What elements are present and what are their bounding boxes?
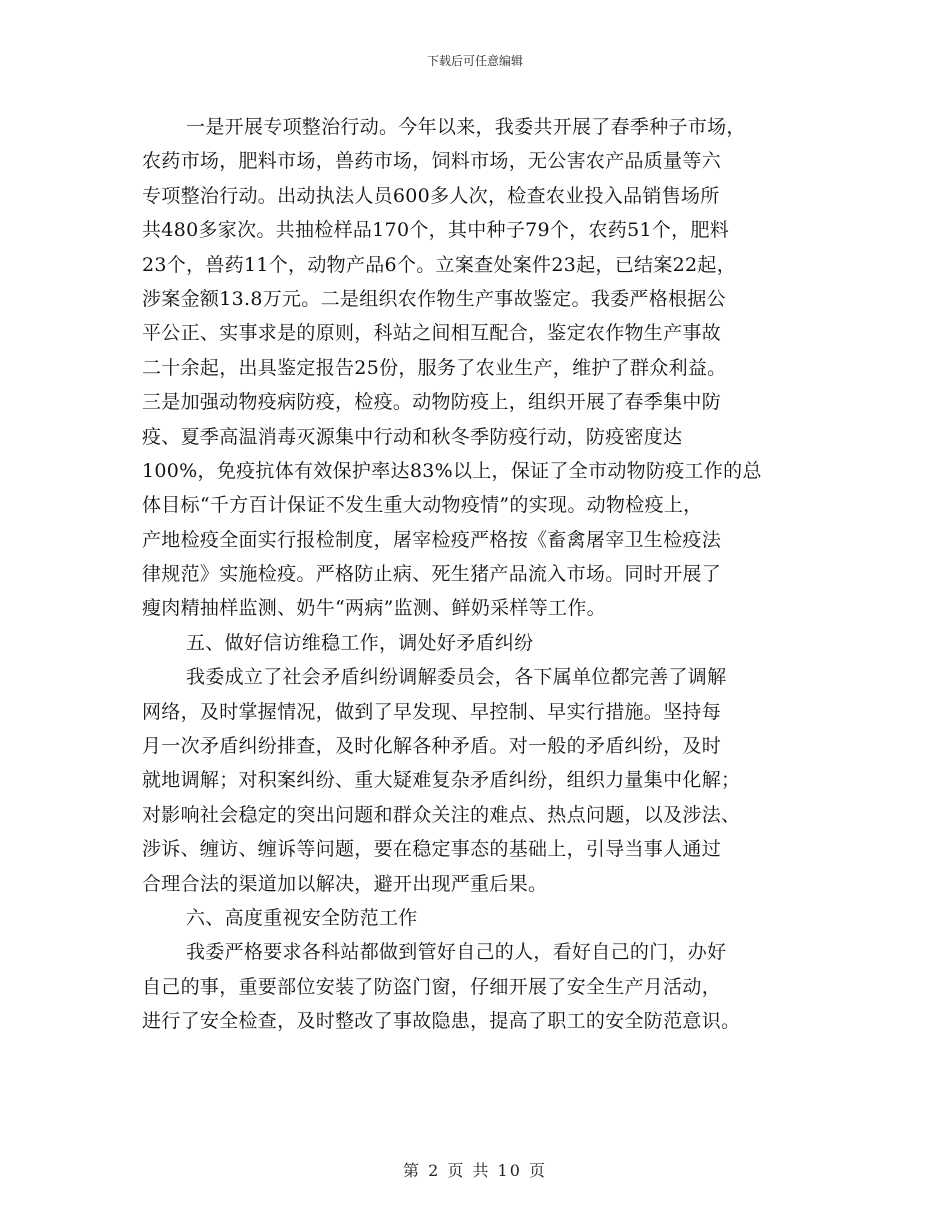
text-line: 共480多家次。共抽检样品170个，其中种子79个，农药51个，肥料 — [142, 219, 730, 242]
document-body — [142, 110, 810, 1039]
text-line: 三是加强动物疫病防疫，检疫。动物防疫上，组织开展了春季集中防 — [142, 391, 722, 414]
text-line: 进行了安全检查，及时整改了事故隐患，提高了职工的安全防范意识。 — [142, 1010, 741, 1033]
page-number: 第 2 页 共 10 页 — [403, 1161, 547, 1180]
text-line: 六、高度重视安全防范工作 — [186, 906, 418, 929]
text-line: 五、做好信访维稳工作，调处好矛盾纠纷 — [186, 631, 534, 654]
text-line: 合理合法的渠道加以解决，避开出现严重后果。 — [142, 872, 548, 895]
text-line: 瘦肉精抽样监测、奶牛“两病”监测、鲜奶采样等工作。 — [142, 597, 606, 620]
text-line: 平公正、实事求是的原则，科站之间相互配合，鉴定农作物生产事故 — [142, 322, 722, 345]
text-line: 涉诉、缠访、缠诉等问题，要在稳定事态的基础上，引导当事人通过 — [142, 838, 722, 861]
text-line: 网络，及时掌握情况，做到了早发现、早控制、早实行措施。坚持每 — [142, 700, 722, 723]
text-line: 就地调解；对积案纠纷、重大疑难复杂矛盾纠纷，组织力量集中化解； — [142, 769, 741, 792]
text-line: 律规范》实施检疫。严格防止病、死生猪产品流入市场。同时开展了 — [142, 563, 722, 586]
text-line: 自己的事，重要部位安装了防盗门窗，仔细开展了安全生产月活动， — [142, 975, 722, 998]
header-note: 下载后可任意编辑 — [426, 54, 523, 68]
text-line: 我委成立了社会矛盾纠纷调解委员会，各下属单位都完善了调解 — [186, 666, 727, 689]
text-line: 100%，免疫抗体有效保护率达83%以上，保证了全市动物防疫工作的总 — [142, 459, 762, 482]
text-line: 一是开展专项整治行动。今年以来，我委共开展了春季种子市场， — [186, 116, 746, 138]
text-line: 我委严格要求各科站都做到管好自己的人，看好自己的门，办好 — [186, 941, 727, 964]
text-line: 产地检疫全面实行报检制度，屠宰检疫严格按《畜禽屠宰卫生检疫法 — [142, 528, 722, 551]
text-line: 对影响社会稳定的突出问题和群众关注的难点、热点问题，以及涉法、 — [142, 803, 741, 826]
text-line: 二十余起，出具鉴定报告25份，服务了农业生产，维护了群众利益。 — [142, 356, 727, 379]
text-line: 23个，兽药11个，动物产品6个。立案查处案件23起，已结案22起， — [142, 253, 736, 276]
text-line: 疫、夏季高温消毒灭源集中行动和秋冬季防疫行动，防疫密度达 — [142, 425, 683, 448]
text-line: 月一次矛盾纠纷排查，及时化解各种矛盾。对一般的矛盾纠纷，及时 — [142, 735, 722, 758]
text-line: 涉案金额13.8万元。二是组织农作物生产事故鉴定。我委严格根据公 — [142, 287, 726, 310]
text-line: 体目标“千方百计保证不发生重大动物疫情”的实现。动物检疫上， — [142, 494, 703, 517]
text-line: 专项整治行动。出动执法人员600多人次，检查农业投入品销售场所 — [142, 184, 720, 207]
text-line: 农药市场，肥料市场，兽药市场，饲料市场，无公害农产品质量等六 — [142, 150, 722, 173]
